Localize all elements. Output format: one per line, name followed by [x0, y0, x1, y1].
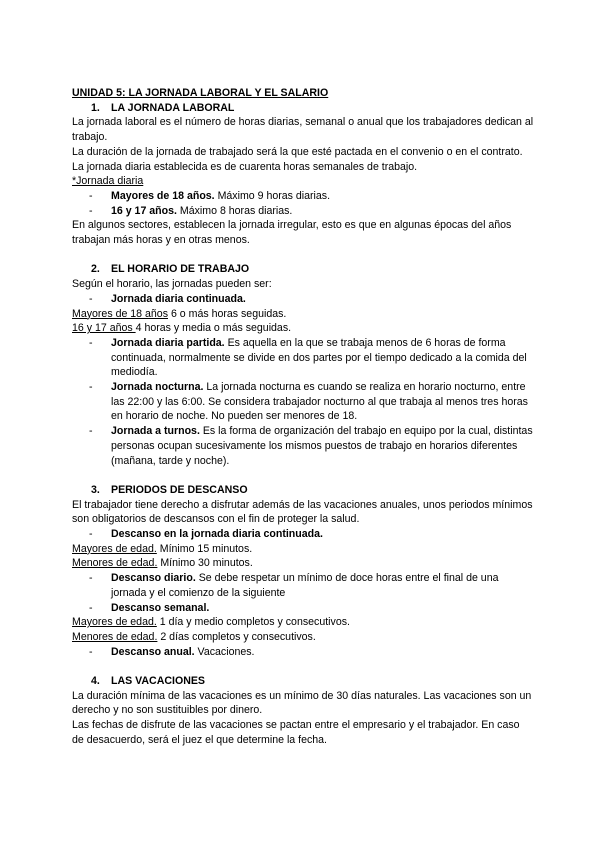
bullet-term: Jornada nocturna. [111, 381, 204, 394]
bullet-dash: - [89, 204, 93, 217]
bullet-item [72, 380, 534, 424]
bullet-term: Descanso anual. [111, 645, 195, 658]
bullet-term: Descanso semanal. [111, 601, 210, 614]
paragraph: La duración mínima de las vacaciones es un mínimo de 30 días naturales. Las vacaciones son un derecho y no son sustituibles por dinero. [72, 689, 532, 717]
bullet-text: La jornada nocturna es cuando se realiza en horario nocturno, entre las 22:00 y las 6:00. Se considera trabajador nocturno al que trabaja al menos tres horas en horario de noche. No pueden ser menores de 18. [111, 381, 528, 423]
section-4-number: 4. [91, 675, 100, 688]
detail-label: Menores de edad. [72, 630, 158, 643]
section-3-title: PERIODOS DE DESCANSO [111, 483, 248, 496]
bullet-item [72, 336, 534, 380]
bullet-text: Máximo 8 horas diarias. [176, 204, 293, 217]
subheading: *Jornada diaria [72, 175, 144, 188]
bullet-dash: - [89, 425, 93, 438]
detail-line [72, 307, 534, 322]
section-4-heading [72, 674, 534, 689]
section-2-title: EL HORARIO DE TRABAJO [111, 263, 250, 276]
paragraph: La jornada diaria establecida es de cuarenta horas semanales de trabajo. [72, 160, 418, 173]
section-2-heading [72, 262, 534, 277]
detail-label: 16 y 17 años [72, 322, 136, 335]
paragraph: Según el horario, las jornadas pueden ser: [72, 278, 272, 291]
bullet-item [72, 424, 534, 468]
section-1-title: LA JORNADA LABORAL [111, 101, 235, 114]
section-1-number: 1. [91, 101, 100, 114]
detail-label: Mayores de edad. [72, 616, 157, 629]
bullet-dash: - [89, 292, 93, 305]
document-body [72, 86, 534, 748]
bullet-text: Es la forma de organización del trabajo en equipo por la cual, distintas personas ocupan sucesivamente los mismos puestos de trabajo en horarios diferentes (mañana, tarde y noche). [111, 425, 533, 467]
bullet-dash: - [89, 645, 93, 658]
bullet-dash: - [89, 528, 93, 541]
section-3-number: 3. [91, 483, 100, 496]
bullet-dash: - [89, 336, 93, 349]
detail-line [72, 321, 534, 336]
paragraph: El trabajador tiene derecho a disfrutar además de las vacaciones anuales, unos periodos mínimos son obligatorios de descansos con el fin de proteger la salud. [72, 498, 533, 526]
bullet-term: 16 y 17 años. [111, 204, 177, 217]
bullet-term: Jornada a turnos. [111, 425, 200, 438]
detail-line [72, 615, 534, 630]
paragraph: La duración de la jornada de trabajado será la que esté pactada en el convenio o en el contrato. [72, 145, 523, 158]
section-1-heading [72, 101, 534, 116]
bullet-term: Descanso en la jornada diaria continuada. [111, 528, 323, 541]
section-3-heading [72, 483, 534, 498]
detail-text: 6 o más horas seguidas. [168, 307, 287, 320]
bullet-item [72, 571, 534, 600]
document-title: UNIDAD 5: LA JORNADA LABORAL Y EL SALARIO [72, 87, 329, 99]
paragraph: En algunos sectores, establecen la jornada irregular, esto es que en algunas épocas del años trabajan más horas y en otras menos. [72, 219, 512, 247]
bullet-item [72, 292, 534, 307]
bullet-term: Jornada diaria partida. [111, 336, 225, 349]
section-2-number: 2. [91, 263, 100, 276]
detail-label: Mayores de edad. [72, 542, 157, 555]
bullet-text: Es aquella en la que se trabaja menos de 6 horas de forma continuada, normalmente se divide en dos partes por el tiempo dedicado a la comida del mediodía. [111, 336, 527, 379]
bullet-term: Mayores de 18 años. [111, 189, 215, 202]
paragraph: La jornada laboral es el número de horas diarias, semanal o anual que los trabajadores dedican al trabajo. [72, 116, 534, 144]
bullet-text: Vacaciones. [194, 645, 255, 658]
bullet-dash: - [89, 572, 93, 585]
bullet-text: Se debe respetar un mínimo de doce horas entre el final de una jornada y el comienzo de la siguiente [111, 572, 499, 599]
detail-line [72, 556, 534, 571]
bullet-item [72, 601, 534, 616]
bullet-dash: - [89, 381, 93, 394]
bullet-dash: - [89, 601, 93, 614]
bullet-item [72, 204, 534, 219]
detail-text: Mínimo 15 minutos. [156, 542, 253, 555]
detail-line [72, 630, 534, 645]
section-4-title: LAS VACACIONES [111, 675, 205, 688]
paragraph: Las fechas de disfrute de las vacaciones se pactan entre el empresario y el trabajador. En caso de desacuerdo, será el juez el que determine la fecha. [72, 719, 520, 746]
bullet-term: Descanso diario. [111, 572, 196, 585]
detail-label: Mayores de 18 años [72, 307, 168, 320]
detail-text: Mínimo 30 minutos. [157, 557, 253, 570]
detail-label: Menores de edad. [72, 557, 158, 570]
bullet-term: Jornada diaria continuada. [111, 292, 246, 305]
bullet-dash: - [89, 189, 93, 202]
detail-text: 1 día y medio completos y consecutivos. [156, 616, 350, 629]
bullet-item [72, 189, 534, 204]
detail-text: 4 horas y media o más seguidas. [135, 322, 292, 335]
detail-text: 2 días completos y consecutivos. [157, 630, 316, 643]
detail-line [72, 542, 534, 557]
bullet-item [72, 527, 534, 542]
bullet-text: Máximo 9 horas diarias. [214, 189, 331, 202]
bullet-item [72, 645, 534, 660]
